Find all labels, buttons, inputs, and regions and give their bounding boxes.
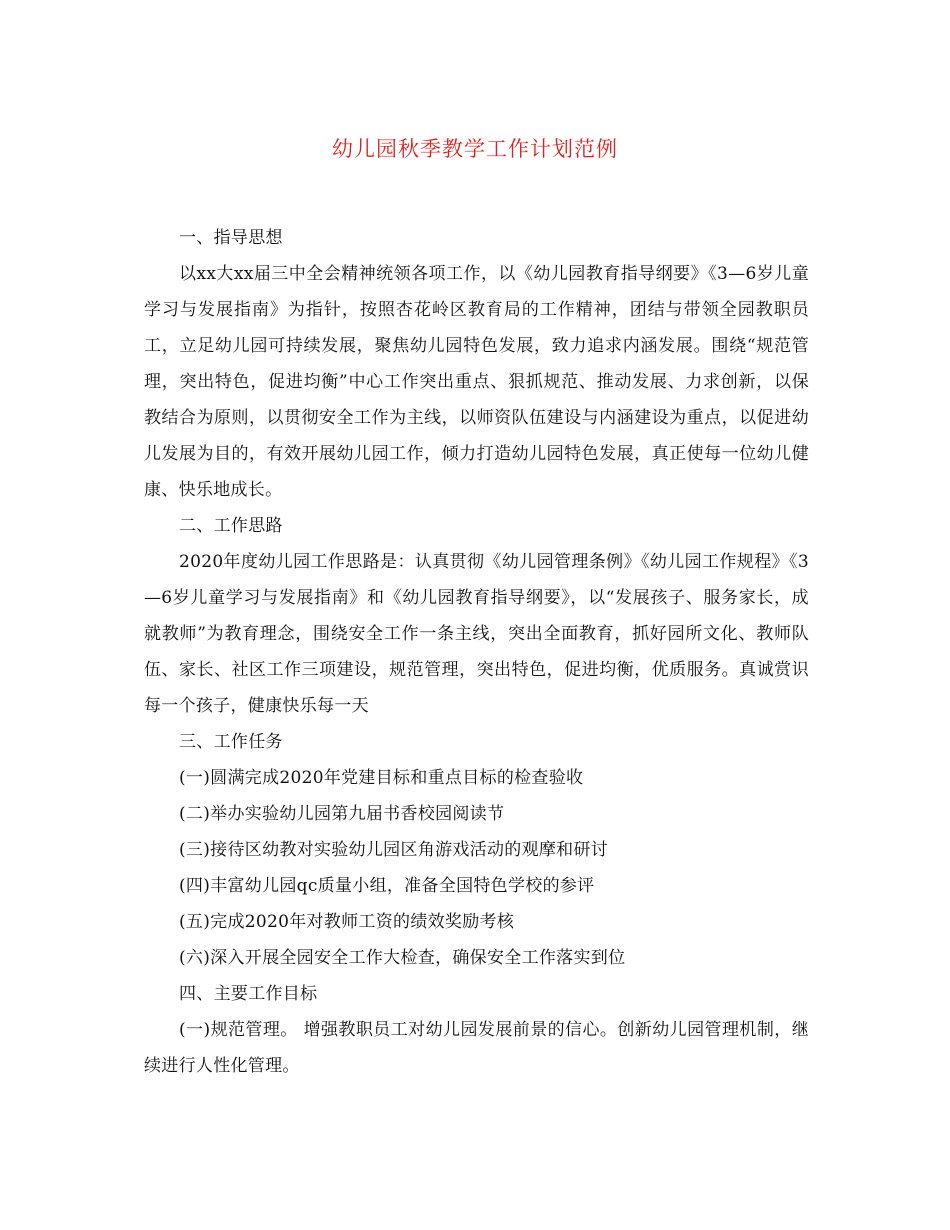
task-item-6: (六)深入开展全园安全工作大检查，确保安全工作落实到位 [179,948,626,968]
heading-guiding-ideology: 一、指导思想 [179,228,283,248]
heading-work-approach: 二、工作思路 [179,516,283,536]
document-title: 幼儿园秋季教学工作计划范例 [332,137,618,161]
heading-main-goals: 四、主要工作目标 [179,984,318,1004]
task-item-3: (三)接待区幼教对实验幼儿园区角游戏活动的观摩和研讨 [179,840,609,860]
task-item-1: (一)圆满完成2020年党建目标和重点目标的检查验收 [179,768,584,788]
paragraph-guiding-ideology: 以xx大xx届三中全会精神统领各项工作，以《幼儿园教育指导纲要》《3—6岁儿童学习与发展指南》为指针，按照杏花岭区教育局的工作精神，团结与带领全园教职员工，立足幼儿园可持续发展，聚焦幼儿园特色发展，致力追求内涵发展。围绕“规范管理，突出特色，促进均衡”中心工作突出重点、狠抓规范、推动发展、力求创新，以保教结合为原则，以贯彻安全工作为主线，以师资队伍建设与内涵建设为重点，以促进幼儿发展为目的，有效开展幼儿园工作，倾力打造幼儿园特色发展，真正使每一位幼儿健康、快乐地成长。 [144,264,809,500]
goal-item-1: (一)规范管理。 增强教职员工对幼儿园发展前景的信心。创新幼儿园管理机制，继续进行人性化管理。 [144,1020,809,1076]
paragraph-work-approach: 2020年度幼儿园工作思路是：认真贯彻《幼儿园管理条例》《幼儿园工作规程》《3—6岁儿童学习与发展指南》和《幼儿园教育指导纲要》，以“发展孩子、服务家长，成就教师”为教育理念，围绕安全工作一条主线，突出全面教育，抓好园所文化、教师队伍、家长、社区工作三项建设，规范管理，突出特色，促进均衡，优质服务。真诚赏识每一个孩子，健康快乐每一天 [144,552,809,716]
document-body [144,220,809,1084]
task-item-2: (二)举办实验幼儿园第九届书香校园阅读节 [179,804,505,824]
task-item-4: (四)丰富幼儿园qc质量小组，准备全国特色学校的参评 [179,876,595,896]
heading-work-tasks: 三、工作任务 [179,732,283,752]
task-item-5: (五)完成2020年对教师工资的绩效奖励考核 [179,912,515,932]
